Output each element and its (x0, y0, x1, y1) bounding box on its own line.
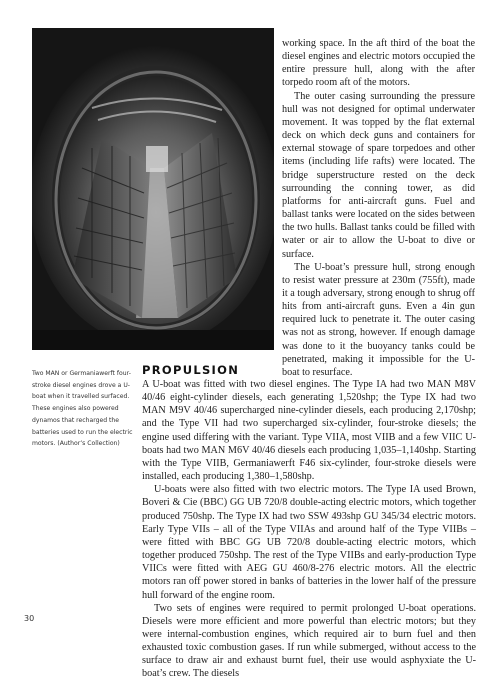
page-number: 30 (24, 614, 35, 623)
paragraph: Two sets of engines were required to permit prolonged U-boat operations. Diesels were more efficient and more powerful than electric motors; but they were internal-combustion engines, which required air to burn fuel and then exhausted toxic combustion gases. If run while submerged, without access to the surface to draw air and exhaust burnt fuel, their use would asphyxiate the U-boat’s crew. The diesels (142, 602, 476, 680)
right-column-text (282, 37, 475, 379)
engine-room-photo (32, 28, 274, 350)
paragraph: working space. In the aft third of the boat the diesel engines and electric motors occupied the entire pressure hull, along with the after torpedo room aft of the motors. (282, 38, 475, 89)
section-heading: PROPULSION (142, 363, 240, 377)
paragraph: The U-boat’s pressure hull, strong enough to resist water pressure at 230m (755ft), made it a tough adversary, strong enough to shrug off hits from anti-aircraft guns. Even a 4in gun required luck to penetrate it. The outer casing was not as strong, however. If enough damage was done to it the buoyancy tanks could be penetrated, making it impossible for the U-boat to resurface. (282, 261, 475, 378)
main-column-text (142, 378, 476, 681)
photo-caption: Two MAN or Germaniawerft four-stroke diesel engines drove a U-boat when it travelled surfaced. These engines also powered dynamos that recharged the batteries used to run the electric motors. (Author’s Collection) (32, 370, 133, 448)
paragraph: A U-boat was fitted with two diesel engines. The Type IA had two MAN M8V 40/46 eight-cylinder diesels, each generating 1,520shp; the Type IX had two MAN M9V 40/46 supercharged nine-cylinder diesels, each producing 2,170shp; and the Type VII had two supercharged six-cylinder, four-stroke diesels; the engine used differing with the variant. Type VIIA, most VIIB and a few VIIC U-boats had two MAN M6V 40/46 diesels each producing 1,035–1,140shp. Starting with the Type VIIB, Germaniawerft F46 six-cylinder, four-stroke diesels were installed, each producing 1,380–1,580shp. (142, 379, 476, 483)
engine-room-photo-graphic (32, 28, 274, 350)
paragraph: U-boats were also fitted with two electric motors. The Type IA used Brown, Boveri & Cie (BBC) GG UB 720/8 double-acting electric motors, which together produced 750shp. The Type IX had two SSW 493shp GU 345/34 electric motors. Early Type VIIs – all of the Type VIIAs and around half of the Type VIIBs – were fitted with BBC GG UB 720/8 double-acting electric motors, which together produced 750shp. The rest of the Type VIIBs and early-production Type VIICs were fitted with AEG GU 460/8-276 electric motors. All the electric motors ran off power stored in banks of batteries in the lower half of the pressure hull forward of the engine room. (142, 484, 476, 601)
paragraph: The outer casing surrounding the pressure hull was not designed for optimal underwater movement. It was topped by the flat external deck on which deck guns and containers for external stowage of spare torpedoes and other items (including life rafts) were located. The bridge superstructure rested on the deck surrounding the conning tower, as did platforms for anti-aircraft guns. Fuel and ballast tanks were located on the sides between the two hulls. Ballast tanks could be filled with water or air to allow the U-boat to dive or surface. (282, 90, 475, 260)
